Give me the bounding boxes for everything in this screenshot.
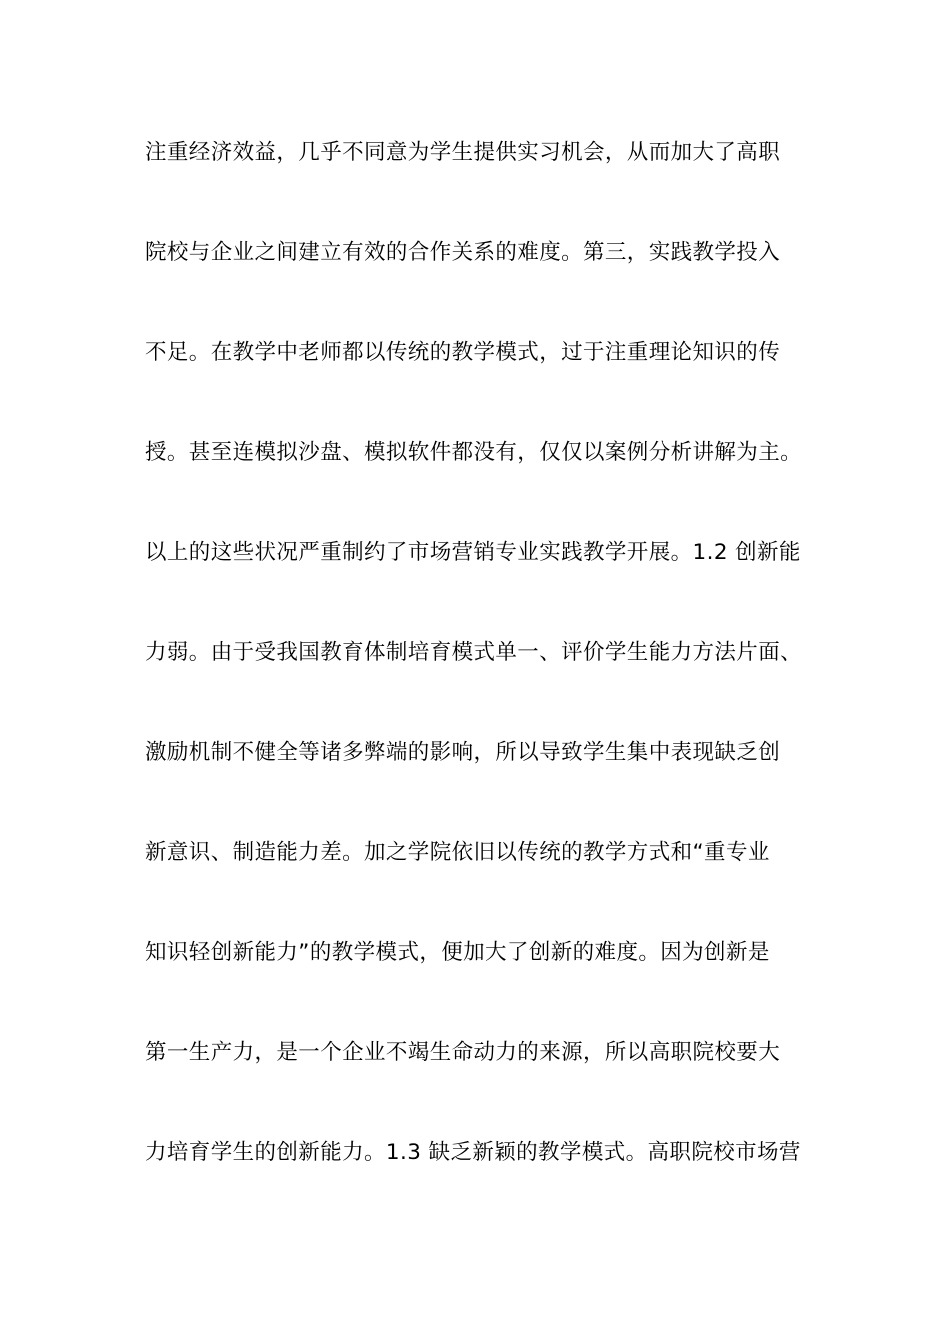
text-line-5: 以上的这些状况严重制约了市场营销专业实践教学开展。1.2 创新能 (145, 540, 801, 565)
text-line-3: 不足。在教学中老师都以传统的教学模式，过于注重理论知识的传 (145, 340, 781, 365)
text-line-8: 新意识、制造能力差。加之学院依旧以传统的教学方式和“重专业 (145, 840, 770, 865)
text-line-1: 注重经济效益，几乎不同意为学生提供实习机会，从而加大了高职 (145, 140, 781, 165)
text-line-7: 激励机制不健全等诸多弊端的影响，所以导致学生集中表现缺乏创 (145, 740, 781, 765)
text-line-10: 第一生产力，是一个企业不竭生命动力的来源，所以高职院校要大 (145, 1040, 781, 1065)
text-line-6: 力弱。由于受我国教育体制培育模式单一、评价学生能力方法片面、 (145, 640, 803, 665)
text-line-11: 力培育学生的创新能力。1.3 缺乏新颖的教学模式。高职院校市场营 (145, 1140, 801, 1165)
text-line-9: 知识轻创新能力”的教学模式，便加大了创新的难度。因为创新是 (145, 940, 770, 965)
text-line-4: 授。甚至连模拟沙盘、模拟软件都没有，仅仅以案例分析讲解为主。 (145, 440, 803, 465)
body-text (145, 127, 825, 1227)
text-line-2: 院校与企业之间建立有效的合作关系的难度。第三，实践教学投入 (145, 240, 781, 265)
